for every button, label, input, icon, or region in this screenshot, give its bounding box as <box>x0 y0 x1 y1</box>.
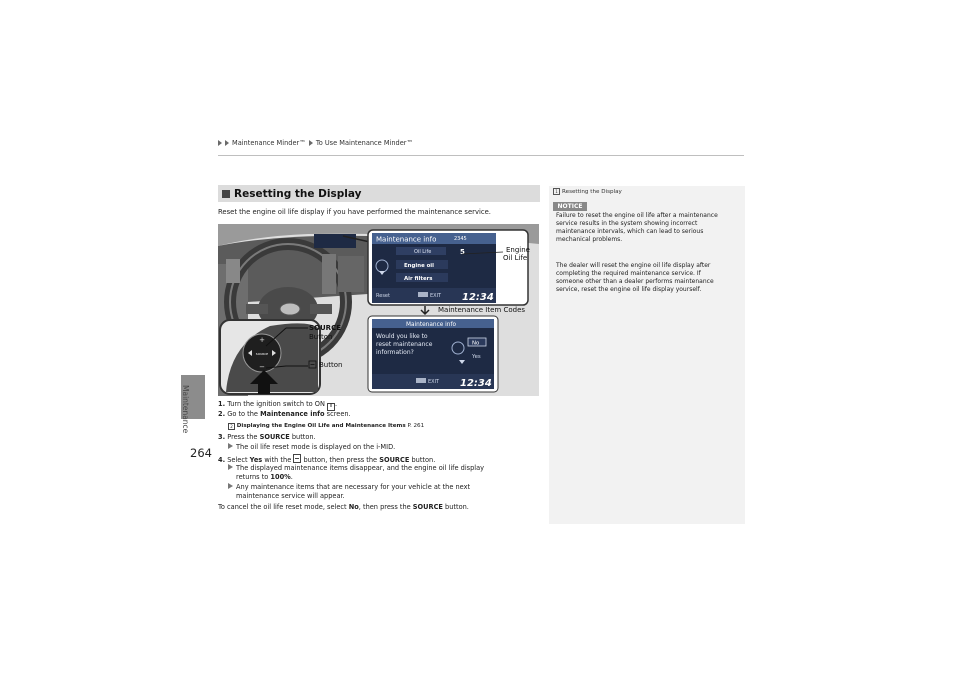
sidebar-title <box>553 188 622 195</box>
reference-link[interactable]: Displaying the Engine Oil Life and Maintenance Items <box>236 423 406 429</box>
breadcrumb-link-maintenance-minder[interactable]: Maintenance Minder™ <box>232 139 306 147</box>
callout-engine-oil-life-1: Engine <box>506 246 530 254</box>
header-divider <box>218 155 744 156</box>
step-3-bold: SOURCE <box>259 433 290 441</box>
item-engine-oil: Engine oil <box>404 263 434 269</box>
cancel-pre: To cancel the oil life reset mode, select <box>218 503 347 511</box>
section-header <box>218 185 540 202</box>
sidebar-p1-l2: service results in the system showing incorrect <box>556 220 698 227</box>
exit-label-2: EXIT <box>428 379 440 385</box>
step-4-mid2: button, then press the <box>303 456 378 464</box>
breadcrumb-arrow-icon <box>225 140 229 146</box>
step-3-sub <box>228 443 395 452</box>
question-line-3: information? <box>376 349 414 356</box>
callout-maintenance-item-codes: Maintenance Item Codes <box>438 306 526 314</box>
step-4 <box>218 454 435 465</box>
step-4-post: button. <box>411 456 436 464</box>
sidebar-p2-l4: service, reset the engine oil life display yourself. <box>556 286 702 293</box>
note-number-icon: 1 <box>553 188 560 195</box>
step-4-sub-1-line-1: The displayed maintenance items disappear, and the engine oil life display <box>236 464 485 472</box>
sidebar-p1-l4: mechanical problems. <box>556 236 623 243</box>
sidebar-p1-l3: maintenance intervals, which can lead to serious <box>556 228 704 235</box>
breadcrumb-link-to-use[interactable]: To Use Maintenance Minder™ <box>315 139 414 147</box>
step-3-number: 3. <box>218 433 226 441</box>
question-line-1: Would you like to <box>376 333 428 340</box>
step-1: 1. Turn the ignition switch to ON II . <box>218 400 338 409</box>
dashboard-figure <box>218 224 539 396</box>
sidebar-p2-l1: The dealer will reset the engine oil life display after <box>556 262 711 269</box>
question-line-2: reset maintenance <box>376 341 433 348</box>
screen2-title: Maintenance info <box>406 322 457 328</box>
step-4-sub-1-percent: 100% <box>270 473 291 481</box>
step-4-sub-1 <box>228 464 484 473</box>
cancel-post: button. <box>445 503 469 511</box>
step-4-sub-2 <box>228 483 470 492</box>
dashboard-illustration <box>218 224 539 396</box>
cancel-note <box>218 503 469 512</box>
sidebar-title-text: Resetting the Display <box>562 188 622 195</box>
callout-engine-oil-life-2: Oil Life <box>503 254 528 262</box>
page-number: 264 <box>190 446 212 460</box>
step-4-sub-1-line-2a: returns to <box>236 473 269 481</box>
section-title: Resetting the Display <box>234 187 362 200</box>
chapter-label: Maintenance <box>181 385 190 434</box>
reset-label: Reset <box>376 293 390 299</box>
step-2-number: 2. <box>218 410 226 418</box>
minus-button-icon <box>293 454 301 463</box>
svg-text:+: + <box>259 336 265 344</box>
breadcrumb-arrow-icon <box>218 140 222 146</box>
step-4-number: 4. <box>218 456 226 464</box>
reference-icon: 2 <box>228 423 235 430</box>
cancel-no: No <box>348 503 359 511</box>
yes-option: Yes <box>472 354 481 360</box>
sidebar-p2-l2: completing the required maintenance service. If <box>556 270 701 277</box>
step-4-yes: Yes <box>249 456 263 464</box>
callout-minus-button: Button <box>319 361 343 369</box>
clock-1: 12:34 <box>462 292 494 303</box>
exit-label: EXIT <box>430 293 442 299</box>
wheel-source-label: SOURCE <box>255 352 269 356</box>
cancel-mid: , then press the <box>358 503 411 511</box>
step-3-pre: Press the <box>227 433 258 441</box>
step-1-text: Turn the ignition switch to ON <box>227 400 325 408</box>
section-intro: Reset the engine oil life display if you have performed the maintenance service. <box>218 208 491 216</box>
step-4-sub-1-period: . <box>290 473 293 481</box>
oil-percent: 5 <box>460 248 465 256</box>
step-3 <box>218 433 316 442</box>
svg-text:−: − <box>259 363 265 371</box>
result-arrow-icon <box>228 443 233 449</box>
result-arrow-icon <box>228 483 233 489</box>
step-2 <box>218 410 351 419</box>
ignition-on-icon: II <box>327 403 335 411</box>
reference-page: P. 261 <box>407 423 425 429</box>
result-arrow-icon <box>228 464 233 470</box>
callout-source-2: Button <box>309 333 333 341</box>
step-4-bold: SOURCE <box>379 456 410 464</box>
item-air-filters: Air filters <box>404 276 433 282</box>
cancel-source: SOURCE <box>412 503 443 511</box>
step-4-sub-1-cont <box>236 473 293 482</box>
step-2-bold: Maintenance info <box>260 410 325 418</box>
oil-life-label: Oil Life <box>414 249 432 255</box>
screen1-title: Maintenance info <box>376 235 437 244</box>
step-2-post: screen. <box>326 410 351 418</box>
sidebar-p2-l3: someone other than a dealer performs maintenance <box>556 278 714 285</box>
step-3-post: button. <box>291 433 316 441</box>
clock-2: 12:34 <box>460 378 492 389</box>
breadcrumb-arrow-icon <box>309 140 313 146</box>
step-4-sub-2-line-1: Any maintenance items that are necessary for your vehicle at the next <box>236 483 471 491</box>
step-3-sub-text: The oil life reset mode is displayed on the i-MID. <box>236 443 396 451</box>
step-4-mid: with the <box>264 456 292 464</box>
step-4-pre: Select <box>227 456 248 464</box>
section-bullet-icon <box>222 190 230 198</box>
step-2-pre: Go to the <box>227 410 258 418</box>
step-4-sub-2-cont: maintenance service will appear. <box>236 492 345 500</box>
callout-source-1: SOURCE <box>309 324 341 332</box>
step-2-reference[interactable] <box>228 422 424 431</box>
sidebar-p1-l1: Failure to reset the engine oil life after a maintenance <box>556 212 718 219</box>
odometer: 2345 <box>454 236 467 242</box>
breadcrumb <box>218 139 413 147</box>
no-option: No <box>472 340 480 347</box>
notice-badge: NOTICE <box>553 202 587 211</box>
step-1-number: 1. <box>218 400 226 408</box>
